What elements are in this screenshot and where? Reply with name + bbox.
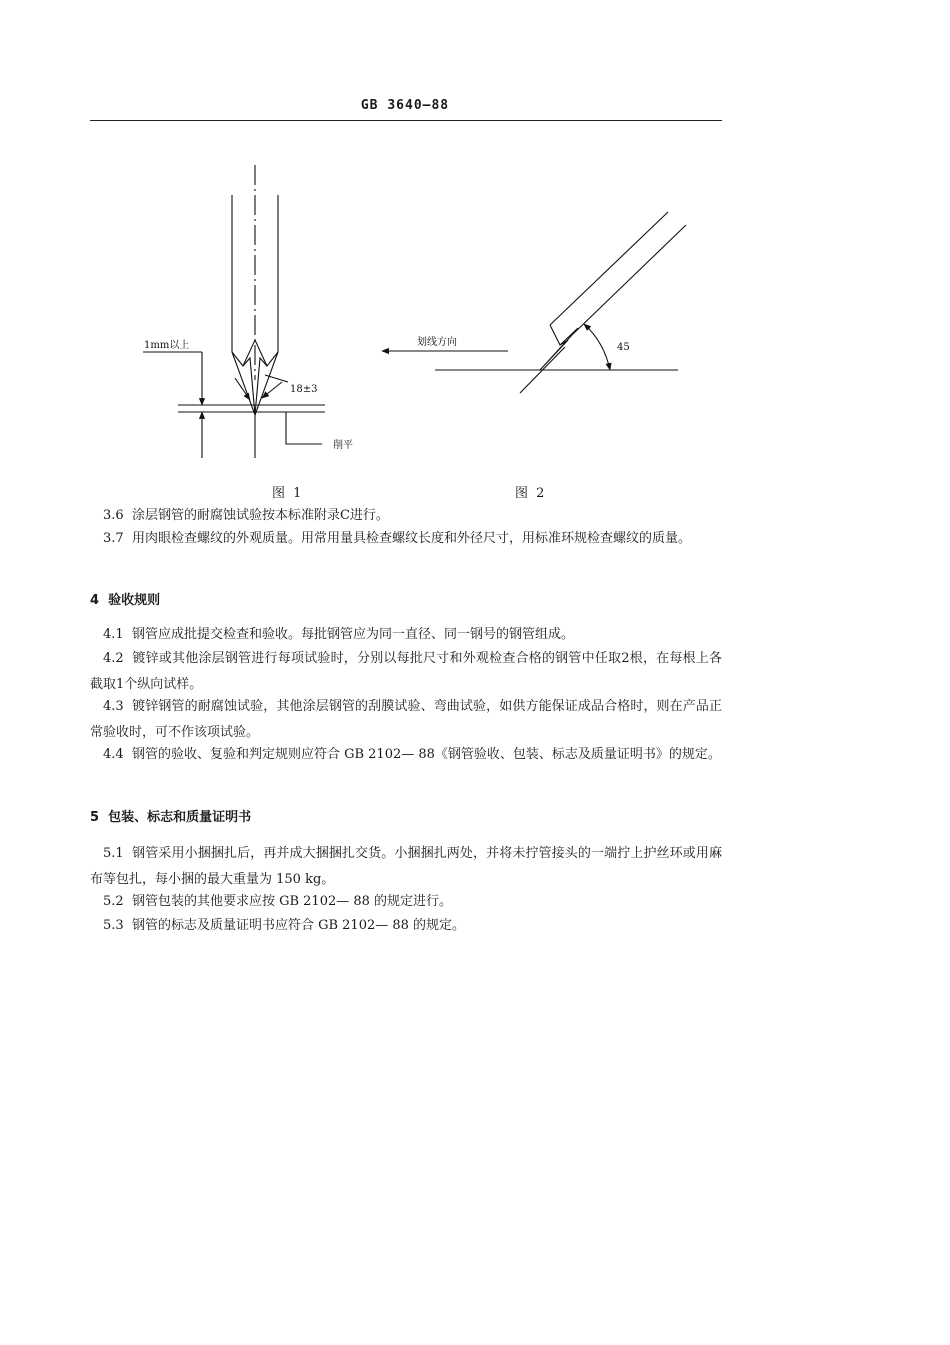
section-text: 钢管包装的其他要求应按 GB 2102— 88 的规定进行。 <box>131 894 453 909</box>
section-4-4 <box>90 742 722 768</box>
heading-number: 4 <box>90 593 100 608</box>
section-number: 4.4 <box>103 747 124 762</box>
section-5-2 <box>90 889 722 915</box>
section-4-3 <box>90 694 722 746</box>
heading-number: 5 <box>90 810 100 825</box>
section-text: 镀锌钢管的耐腐蚀试验，其他涂层钢管的刮膜试验、弯曲试验，如供方能保证成品合格时，则在产品正常验收时，可不作该项试验。 <box>90 699 722 740</box>
heading-5 <box>90 805 722 831</box>
section-4-1 <box>90 622 722 648</box>
fig1-caption: 图 1 <box>272 486 304 501</box>
fig1-label-depth: 1mm以上 <box>144 340 190 351</box>
section-number: 5.3 <box>103 918 124 933</box>
fig1-surface <box>178 405 325 458</box>
section-text: 涂层钢管的耐腐蚀试验按本标准附录C进行。 <box>131 508 389 523</box>
page-header-code: GB 3640—88 <box>360 98 450 113</box>
section-text: 钢管应成批提交检查和验收。每批钢管应为同一直径、同一钢号的钢管组成。 <box>131 627 574 642</box>
section-text: 钢管采用小捆捆扎后，再并成大捆捆扎交货。小捆捆扎两处，并将未拧管接头的一端拧上护丝环或用麻布等包扎，每小捆的最大重量为 150 kg。 <box>90 846 722 887</box>
fig2-caption: 图 2 <box>515 486 547 501</box>
section-number: 5.1 <box>103 846 124 861</box>
fig2-label-angle: 45 <box>617 342 630 353</box>
heading-title: 包装、标志和质量证明书 <box>108 810 252 825</box>
section-number: 4.1 <box>103 627 124 642</box>
fig1-tool <box>232 165 278 415</box>
section-5-1 <box>90 841 722 893</box>
section-text: 镀锌或其他涂层钢管进行每项试验时，分别以每批尺寸和外观检查合格的钢管中任取2根，在每根上各截取1个纵向试样。 <box>90 651 723 692</box>
section-text: 钢管的验收、复验和判定规则应符合 GB 2102— 88《钢管验收、包装、标志及质量证明书》的规定。 <box>131 747 721 762</box>
heading-4 <box>90 588 722 614</box>
section-3-7 <box>90 526 722 552</box>
section-text: 钢管的标志及质量证明书应符合 GB 2102— 88 的规定。 <box>131 918 466 933</box>
section-4-2 <box>90 646 722 698</box>
fig2-tool <box>435 212 686 393</box>
figures-drawing <box>0 0 950 520</box>
section-number: 3.7 <box>103 531 124 546</box>
section-number: 3.6 <box>103 508 124 523</box>
section-5-3 <box>90 913 722 939</box>
heading-title: 验收规则 <box>108 593 161 608</box>
section-number: 4.2 <box>103 651 124 666</box>
fig2-label-direction: 划线方向 <box>417 337 457 348</box>
fig1-label-flat: 削平 <box>333 440 353 451</box>
section-text: 用肉眼检查螺纹的外观质量。用常用量具检查螺纹长度和外径尺寸，用标准环规检查螺纹的质量。 <box>131 531 691 546</box>
section-number: 4.3 <box>103 699 124 714</box>
section-number: 5.2 <box>103 894 124 909</box>
fig1-label-angle: 18±3 <box>290 384 318 395</box>
